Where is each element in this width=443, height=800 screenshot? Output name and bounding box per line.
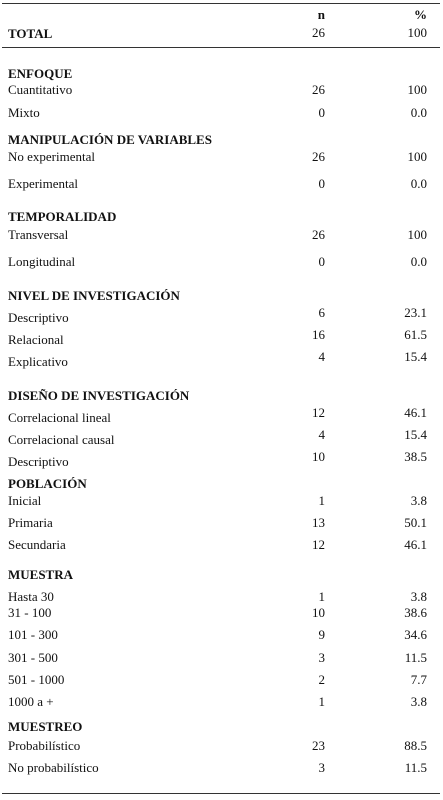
row-pct: 15.4 <box>404 349 427 364</box>
row-n: 10 <box>312 605 325 620</box>
row-n: 1 <box>318 493 325 508</box>
row-pct: 100 <box>407 227 427 242</box>
row-n: 26 <box>312 82 325 97</box>
total-label: TOTAL <box>8 26 53 41</box>
row-label: Descriptivo <box>8 310 69 325</box>
row-label: 301 - 500 <box>8 650 58 665</box>
row-pct: 23.1 <box>404 305 427 320</box>
bottom-rule <box>2 793 440 794</box>
section-title-poblacion: POBLACIÓN <box>8 476 87 491</box>
row-n: 12 <box>312 405 325 420</box>
row-label: Correlacional causal <box>8 432 115 447</box>
row-n: 1 <box>318 589 325 604</box>
row-label: Longitudinal <box>8 254 76 269</box>
row-n: 3 <box>318 760 325 775</box>
row-label: Experimental <box>8 176 79 191</box>
row-pct: 11.5 <box>404 650 427 665</box>
row-n: 4 <box>318 427 325 442</box>
row-n: 16 <box>312 327 325 342</box>
row-pct: 3.8 <box>410 694 427 709</box>
row-n: 9 <box>318 627 325 642</box>
top-rule <box>2 3 440 4</box>
row-label: Transversal <box>8 227 69 242</box>
section-title-muestreo: MUESTREO <box>8 719 83 734</box>
row-label: 31 - 100 <box>8 605 52 620</box>
row-pct: 38.6 <box>404 605 427 620</box>
row-n: 12 <box>312 537 325 552</box>
row-label: Mixto <box>8 105 40 120</box>
row-n: 0 <box>318 254 325 269</box>
row-label: Inicial <box>8 493 42 508</box>
row-pct: 100 <box>407 82 427 97</box>
row-pct: 46.1 <box>404 537 427 552</box>
row-label: 501 - 1000 <box>8 672 65 687</box>
row-label: Secundaria <box>8 537 66 552</box>
section-title-manipulacion: MANIPULACIÓN DE VARIABLES <box>8 132 212 147</box>
total-pct: 100 <box>407 25 427 40</box>
row-pct: 38.5 <box>404 449 427 464</box>
row-label: No probabilístico <box>8 760 99 775</box>
header-rule <box>2 47 440 48</box>
row-label: 1000 a + <box>8 694 54 709</box>
row-n: 10 <box>312 449 325 464</box>
row-n: 23 <box>312 738 325 753</box>
row-pct: 34.6 <box>404 627 427 642</box>
section-title-muestra: MUESTRA <box>8 567 74 582</box>
row-pct: 0.0 <box>410 176 427 191</box>
row-n: 3 <box>318 650 325 665</box>
row-pct: 11.5 <box>404 760 427 775</box>
row-pct: 100 <box>407 149 427 164</box>
row-label: Relacional <box>8 332 64 347</box>
row-label: Hasta 30 <box>8 589 54 604</box>
row-pct: 61.5 <box>404 327 427 342</box>
section-title-nivel: NIVEL DE INVESTIGACIÓN <box>8 288 180 303</box>
row-pct: 7.7 <box>410 672 427 687</box>
row-pct: 0.0 <box>410 254 427 269</box>
pct-column-header: % <box>414 7 427 22</box>
section-title-temporalidad: TEMPORALIDAD <box>8 209 117 224</box>
section-title-diseno: DISEÑO DE INVESTIGACIÓN <box>8 388 190 403</box>
row-n: 26 <box>312 227 325 242</box>
row-label: Explicativo <box>8 354 68 369</box>
n-column-header: n <box>317 7 325 22</box>
row-n: 6 <box>318 305 325 320</box>
total-n: 26 <box>312 25 325 40</box>
row-pct: 88.5 <box>404 738 427 753</box>
row-label: No experimental <box>8 149 95 164</box>
row-n: 26 <box>312 149 325 164</box>
row-n: 13 <box>312 515 325 530</box>
row-label: Probabilístico <box>8 738 81 753</box>
row-n: 1 <box>318 694 325 709</box>
row-n: 2 <box>318 672 325 687</box>
row-pct: 46.1 <box>404 405 427 420</box>
row-n: 4 <box>318 349 325 364</box>
section-title-enfoque: ENFOQUE <box>8 66 73 81</box>
row-pct: 15.4 <box>404 427 427 442</box>
row-pct: 0.0 <box>410 105 427 120</box>
row-label: Descriptivo <box>8 454 69 469</box>
row-n: 0 <box>318 105 325 120</box>
row-label: Cuantitativo <box>8 82 73 97</box>
row-label: Correlacional lineal <box>8 410 111 425</box>
row-pct: 50.1 <box>404 515 427 530</box>
row-pct: 3.8 <box>410 493 427 508</box>
row-label: Primaria <box>8 515 53 530</box>
row-n: 0 <box>318 176 325 191</box>
row-pct: 3.8 <box>410 589 427 604</box>
row-label: 101 - 300 <box>8 627 58 642</box>
